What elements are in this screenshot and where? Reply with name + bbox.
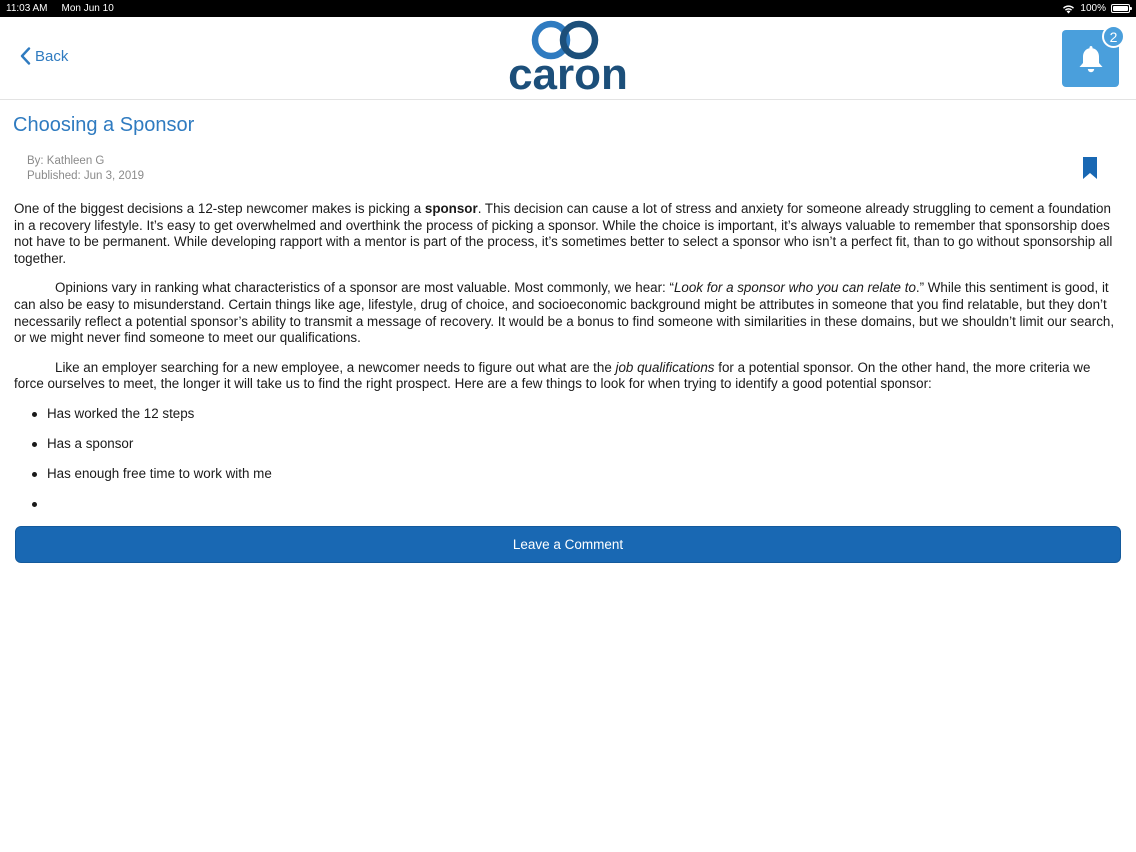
p1-bold-term: sponsor (424, 201, 478, 216)
p3-text-end: for a potential sponsor. On the other hand, the more criteria we force ourselves to meet, the longer it will take us to find the right prospect. Here are a few things to look for when trying to identify a good potential sponsor: (14, 359, 1091, 392)
p2-text-start: Opinions vary in ranking what characteristics of a sponsor are most valuable. Most commonly, we hear: “ (55, 280, 674, 296)
list-item: Has worked the 12 steps (14, 406, 1122, 436)
p2-quote: Look for a sponsor who you can relate to (673, 280, 916, 296)
battery-icon (1111, 4, 1130, 13)
logo-wordmark: caron (508, 50, 628, 99)
author-line: By: Kathleen G (27, 155, 105, 167)
leave-comment-button[interactable]: Leave a Comment (15, 526, 1121, 563)
status-time: 11:03 AM (6, 3, 48, 14)
nav-bar (0, 17, 1136, 100)
article-title: Choosing a Sponsor (13, 114, 195, 136)
bookmark-icon (1083, 157, 1097, 179)
p1-text-end: . This decision can cause a lot of stress and anxiety for someone already struggling to cement a foundation in a recovery lifestyle. It’s easy to get overwhelmed and overthink the process of picking a sponsor. While the choice is important, it’s always valuable to remember that sponsorship does not have to be permanent. While developing rapport with a mentor is part of the process, it’s sometimes better to select a sponsor who isn’t a perfect fit, than to go without sponsorship all together. (14, 201, 1113, 266)
status-bar (0, 0, 1136, 17)
status-date: Mon Jun 10 (61, 3, 114, 14)
paragraph-1 (14, 201, 1122, 267)
list-item: Has enough free time to work with me (14, 466, 1122, 496)
bookmark-button[interactable] (1083, 157, 1097, 184)
status-right (1062, 3, 1130, 14)
list-item: Has a sponsor (14, 436, 1122, 466)
back-button[interactable] (20, 47, 68, 65)
chevron-left-icon (20, 47, 31, 65)
paragraph-3 (14, 360, 1122, 393)
list-item (14, 496, 1122, 526)
published-line: Published: Jun 3, 2019 (27, 170, 145, 182)
article-body (14, 201, 1122, 526)
notification-badge: 2 (1102, 25, 1125, 48)
sponsor-criteria-list (14, 406, 1122, 526)
p3-text-start: Like an employer searching for a new employee, a newcomer needs to figure out what are the (55, 359, 616, 375)
caron-logo (500, 19, 636, 97)
p3-italic-term: job qualifications (615, 359, 715, 375)
paragraph-2 (14, 280, 1122, 346)
battery-percent: 100% (1080, 3, 1106, 14)
p1-text-start: One of the biggest decisions a 12-step newcomer makes is picking a (14, 201, 425, 216)
bell-icon (1078, 44, 1104, 74)
article-meta (27, 154, 144, 184)
p2-text-end: .” While this sentiment is good, it can also be easy to misunderstand. Certain things like age, lifestyle, drug of choice, and socioeconomic background might be attributes in someone that you find relatable, but they don’t necessarily reflect a potential sponsor’s ability to transmit a message of recovery. It would be a bonus to find someone with similarities in these domains, but we shouldn’t limit our search, or we might never find someone to meet our qualifications. (14, 280, 1115, 346)
back-label: Back (35, 47, 69, 65)
wifi-icon (1062, 4, 1075, 14)
